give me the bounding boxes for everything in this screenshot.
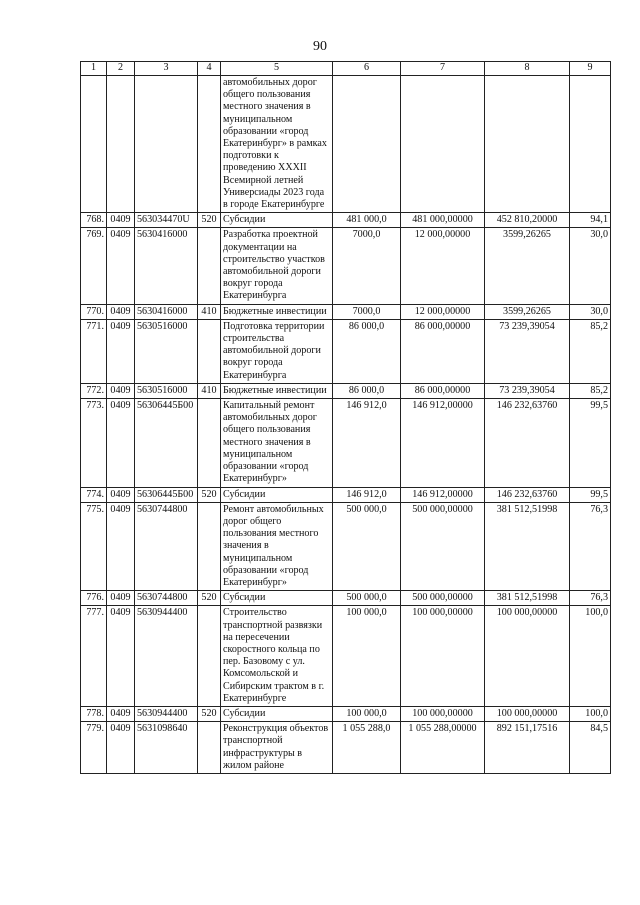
table-row: [81, 591, 611, 606]
executed-amount-cell: 146 232,63760: [485, 487, 570, 502]
item-name-cell: Субсидии: [221, 706, 333, 721]
expense-kind-cell: [198, 722, 221, 774]
row-number-cell: 769.: [81, 228, 107, 304]
refined-amount-cell: 146 912,00000: [401, 487, 485, 502]
execution-percent-cell: 100,0: [570, 606, 611, 707]
expense-kind-cell: 520: [198, 706, 221, 721]
target-code-cell: 5630944400: [135, 706, 198, 721]
expense-kind-cell: [198, 502, 221, 590]
refined-amount-cell: 86 000,00000: [401, 319, 485, 383]
expense-kind-cell: 410: [198, 383, 221, 398]
target-code-cell: 56306445Б00: [135, 399, 198, 487]
plan-amount-cell: 481 000,0: [333, 213, 401, 228]
executed-amount-cell: 381 512,51998: [485, 502, 570, 590]
executed-amount-cell: 3599,26265: [485, 304, 570, 319]
item-name-cell: Капитальный ремонт автомобильных дорог общего пользования местного значения в муниципальном образовании «город Екатеринбург»: [221, 399, 333, 487]
page-number: 90: [313, 39, 327, 54]
expense-kind-cell: [198, 76, 221, 213]
table-row: [81, 502, 611, 590]
executed-amount-cell: 3599,26265: [485, 228, 570, 304]
section-code-cell: 0409: [107, 606, 135, 707]
item-name-cell: Бюджетные инвестиции: [221, 304, 333, 319]
refined-amount-cell: [401, 76, 485, 213]
executed-amount-cell: [485, 76, 570, 213]
table-header-row: [81, 62, 611, 76]
budget-table: [80, 61, 611, 774]
expense-kind-cell: [198, 228, 221, 304]
execution-percent-cell: 99,5: [570, 399, 611, 487]
plan-amount-cell: 100 000,0: [333, 706, 401, 721]
expense-kind-cell: 520: [198, 487, 221, 502]
row-number-cell: 778.: [81, 706, 107, 721]
section-code-cell: 0409: [107, 228, 135, 304]
item-name-cell: Ремонт автомобильных дорог общего пользования местного значения в муниципальном образовании «город Екатеринбург»: [221, 502, 333, 590]
target-code-cell: 5630416000: [135, 304, 198, 319]
section-code-cell: 0409: [107, 213, 135, 228]
executed-amount-cell: 73 239,39054: [485, 383, 570, 398]
item-name-cell: Разработка проектной документации на строительство участков автомобильной дороги вокруг города Екатеринбурга: [221, 228, 333, 304]
refined-amount-cell: 481 000,00000: [401, 213, 485, 228]
target-code-cell: [135, 76, 198, 213]
refined-amount-cell: 12 000,00000: [401, 228, 485, 304]
refined-amount-cell: 146 912,00000: [401, 399, 485, 487]
expense-kind-cell: 410: [198, 304, 221, 319]
row-number-cell: 779.: [81, 722, 107, 774]
row-number-cell: 776.: [81, 591, 107, 606]
execution-percent-cell: 100,0: [570, 706, 611, 721]
target-code-cell: 5631098640: [135, 722, 198, 774]
table-row: [81, 487, 611, 502]
column-header: 1: [81, 62, 107, 76]
row-number-cell: 777.: [81, 606, 107, 707]
plan-amount-cell: 7000,0: [333, 228, 401, 304]
row-number-cell: 768.: [81, 213, 107, 228]
target-code-cell: 5630416000: [135, 228, 198, 304]
section-code-cell: 0409: [107, 319, 135, 383]
refined-amount-cell: 12 000,00000: [401, 304, 485, 319]
table-row: [81, 399, 611, 487]
row-number-cell: [81, 76, 107, 213]
plan-amount-cell: 500 000,0: [333, 502, 401, 590]
execution-percent-cell: 94,1: [570, 213, 611, 228]
target-code-cell: 56306445Б00: [135, 487, 198, 502]
refined-amount-cell: 100 000,00000: [401, 606, 485, 707]
executed-amount-cell: 100 000,00000: [485, 706, 570, 721]
execution-percent-cell: 30,0: [570, 304, 611, 319]
row-number-cell: 770.: [81, 304, 107, 319]
column-header: 7: [401, 62, 485, 76]
refined-amount-cell: 500 000,00000: [401, 591, 485, 606]
table-row: [81, 722, 611, 774]
section-code-cell: 0409: [107, 487, 135, 502]
column-header: 9: [570, 62, 611, 76]
column-header: 8: [485, 62, 570, 76]
plan-amount-cell: [333, 76, 401, 213]
target-code-cell: 5630744800: [135, 591, 198, 606]
expense-kind-cell: [198, 399, 221, 487]
executed-amount-cell: 892 151,17516: [485, 722, 570, 774]
row-number-cell: 771.: [81, 319, 107, 383]
execution-percent-cell: 85,2: [570, 383, 611, 398]
executed-amount-cell: 452 810,20000: [485, 213, 570, 228]
column-header: 5: [221, 62, 333, 76]
expense-kind-cell: [198, 606, 221, 707]
column-header: 4: [198, 62, 221, 76]
executed-amount-cell: 73 239,39054: [485, 319, 570, 383]
execution-percent-cell: 85,2: [570, 319, 611, 383]
plan-amount-cell: 146 912,0: [333, 399, 401, 487]
plan-amount-cell: 500 000,0: [333, 591, 401, 606]
execution-percent-cell: 30,0: [570, 228, 611, 304]
plan-amount-cell: 86 000,0: [333, 383, 401, 398]
item-name-cell: Субсидии: [221, 591, 333, 606]
section-code-cell: 0409: [107, 591, 135, 606]
table-row: [81, 228, 611, 304]
target-code-cell: 5630516000: [135, 319, 198, 383]
plan-amount-cell: 1 055 288,0: [333, 722, 401, 774]
refined-amount-cell: 1 055 288,00000: [401, 722, 485, 774]
execution-percent-cell: 84,5: [570, 722, 611, 774]
section-code-cell: 0409: [107, 304, 135, 319]
table-row: [81, 304, 611, 319]
table-row: [81, 383, 611, 398]
table-row: [81, 76, 611, 213]
item-name-cell: Строительство транспортной развязки на пересечении скоростного кольца по пер. Базовому с ул. Комсомольской и Сибирским трактом в г. Екатеринбурге: [221, 606, 333, 707]
executed-amount-cell: 146 232,63760: [485, 399, 570, 487]
execution-percent-cell: 76,3: [570, 502, 611, 590]
item-name-cell: автомобильных дорог общего пользования местного значения в муниципальном образовании «город Екатеринбург» в рамках подготовки к проведению XXXII Всемирной летней Универсиады 2023 года в городе Екатеринбурге: [221, 76, 333, 213]
execution-percent-cell: 99,5: [570, 487, 611, 502]
row-number-cell: 772.: [81, 383, 107, 398]
row-number-cell: 775.: [81, 502, 107, 590]
section-code-cell: 0409: [107, 502, 135, 590]
plan-amount-cell: 100 000,0: [333, 606, 401, 707]
item-name-cell: Субсидии: [221, 213, 333, 228]
column-header: 6: [333, 62, 401, 76]
executed-amount-cell: 381 512,51998: [485, 591, 570, 606]
section-code-cell: 0409: [107, 383, 135, 398]
column-header: 2: [107, 62, 135, 76]
table-row: [81, 606, 611, 707]
plan-amount-cell: 7000,0: [333, 304, 401, 319]
item-name-cell: Бюджетные инвестиции: [221, 383, 333, 398]
plan-amount-cell: 86 000,0: [333, 319, 401, 383]
target-code-cell: 563034470U: [135, 213, 198, 228]
section-code-cell: 0409: [107, 706, 135, 721]
target-code-cell: 5630744800: [135, 502, 198, 590]
section-code-cell: 0409: [107, 722, 135, 774]
expense-kind-cell: [198, 319, 221, 383]
table-row: [81, 706, 611, 721]
plan-amount-cell: 146 912,0: [333, 487, 401, 502]
item-name-cell: Реконструкция объектов транспортной инфраструктуры в жилом районе: [221, 722, 333, 774]
target-code-cell: 5630944400: [135, 606, 198, 707]
refined-amount-cell: 86 000,00000: [401, 383, 485, 398]
executed-amount-cell: 100 000,00000: [485, 606, 570, 707]
item-name-cell: Подготовка территории строительства автомобильной дороги вокруг города Екатеринбурга: [221, 319, 333, 383]
refined-amount-cell: 100 000,00000: [401, 706, 485, 721]
table-body: [81, 62, 611, 774]
expense-kind-cell: 520: [198, 591, 221, 606]
section-code-cell: [107, 76, 135, 213]
execution-percent-cell: [570, 76, 611, 213]
table-row: [81, 213, 611, 228]
target-code-cell: 5630516000: [135, 383, 198, 398]
column-header: 3: [135, 62, 198, 76]
row-number-cell: 773.: [81, 399, 107, 487]
refined-amount-cell: 500 000,00000: [401, 502, 485, 590]
execution-percent-cell: 76,3: [570, 591, 611, 606]
section-code-cell: 0409: [107, 399, 135, 487]
item-name-cell: Субсидии: [221, 487, 333, 502]
table-row: [81, 319, 611, 383]
row-number-cell: 774.: [81, 487, 107, 502]
expense-kind-cell: 520: [198, 213, 221, 228]
